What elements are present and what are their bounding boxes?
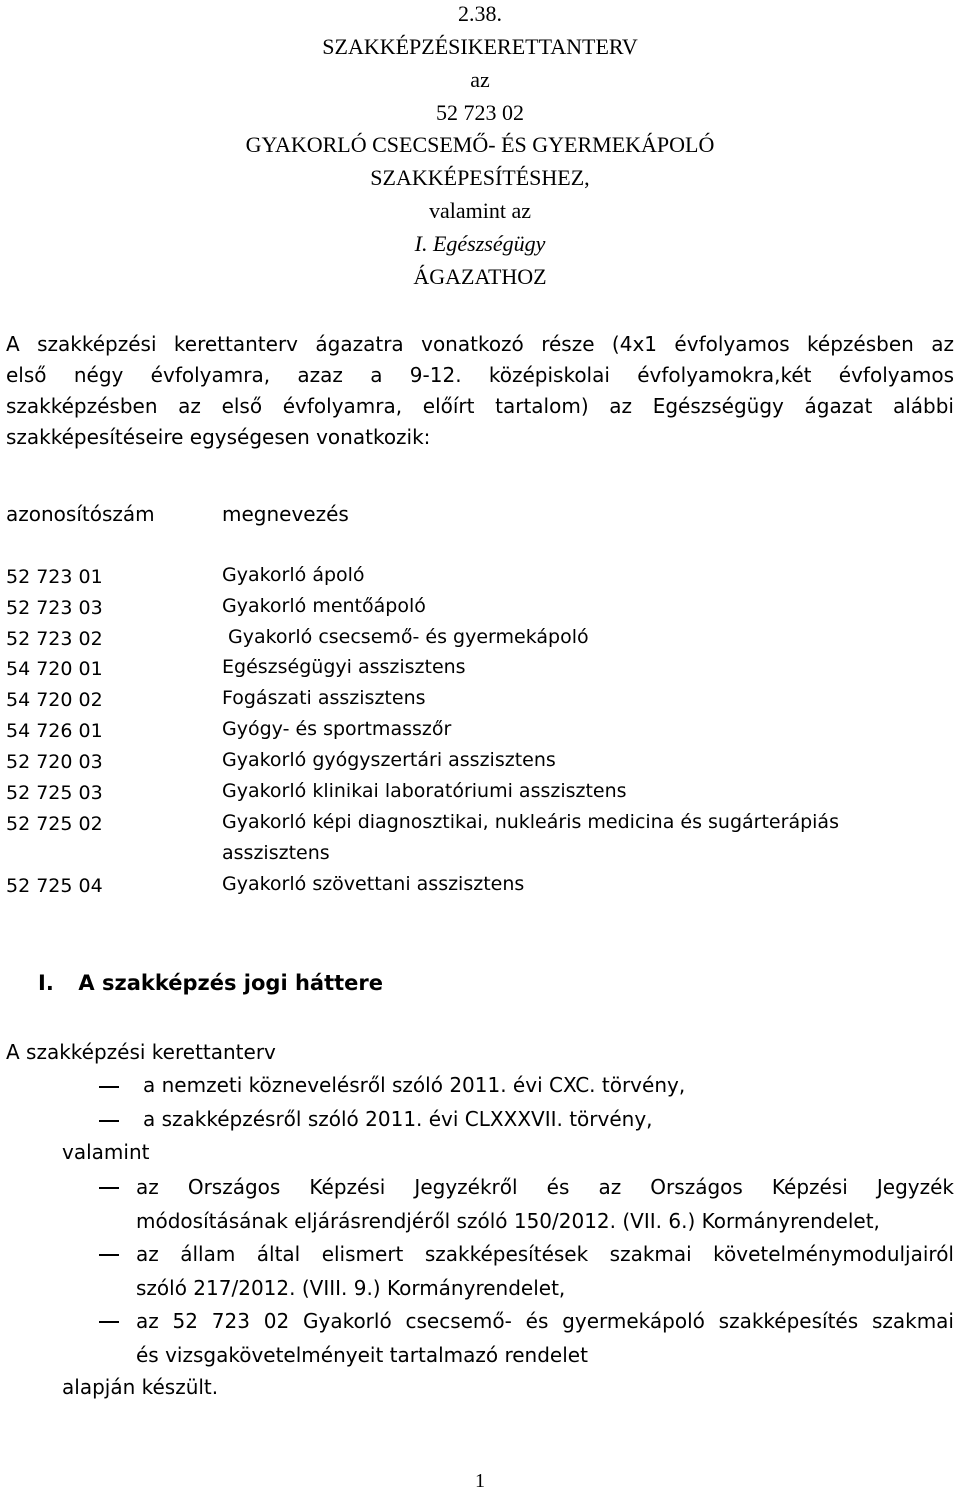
- row-code: 52 720 03: [6, 751, 103, 773]
- legal-closing: alapján készült.: [62, 1375, 219, 1399]
- document-title: SZAKKÉPZÉSIKERETTANTERV: [322, 34, 638, 59]
- legal-lead: A szakképzési kerettanterv: [6, 1040, 276, 1064]
- row-name: Gyakorló klinikai laboratóriumi asszisztens: [222, 780, 627, 802]
- bullet-dash: [99, 1120, 119, 1122]
- table-row: [6, 875, 946, 905]
- table-row: [6, 813, 946, 875]
- legal-bullet: a nemzeti köznevelésről szóló 2011. évi CXC. törvény,: [143, 1073, 686, 1097]
- title-and: valamint az: [428, 198, 531, 223]
- row-code: 52 723 02: [6, 628, 103, 650]
- intro-paragraph: [6, 329, 954, 453]
- row-code: 54 720 01: [6, 658, 103, 680]
- section-number: 2.38.: [458, 1, 502, 26]
- legal-bullet: [136, 1170, 954, 1238]
- row-name: Gyakorló csecsemő- és gyermekápoló: [228, 626, 589, 648]
- bullet-line: az állam által elismert szakképesítések szakmai követelménymoduljairól: [136, 1242, 954, 1266]
- row-name: Fogászati asszisztens: [222, 687, 426, 709]
- qualification-name: GYAKORLÓ CSECSEMŐ- ÉS GYERMEKÁPOLÓ: [245, 132, 715, 157]
- title-article: az: [470, 67, 490, 92]
- row-code: 52 723 03: [6, 597, 103, 619]
- bullet-line: és vizsgakövetelményeit tartalmazó rendelet: [136, 1343, 588, 1367]
- bullet-dash: [99, 1086, 119, 1088]
- row-code: 52 725 03: [6, 782, 103, 804]
- legal-bullet: a szakképzésről szóló 2011. évi CLXXXVII. törvény,: [143, 1107, 653, 1131]
- row-name: Gyakorló ápoló: [222, 564, 365, 586]
- title-suffix: SZAKKÉPESÍTÉSHEZ,: [370, 165, 590, 190]
- row-name: Gyakorló gyógyszertári asszisztens: [222, 749, 556, 771]
- bullet-dash: [99, 1187, 119, 1189]
- legal-and: valamint: [62, 1140, 150, 1164]
- legal-bullet: [136, 1304, 954, 1372]
- qualification-code: 52 723 02: [436, 100, 524, 125]
- section-heading-number: I.: [38, 971, 54, 995]
- bullet-line: szóló 217/2012. (VIII. 9.) Kormányrendelet,: [136, 1276, 566, 1300]
- column-header-name: megnevezés: [222, 502, 349, 526]
- row-code: 52 725 02: [6, 813, 103, 835]
- bullet-dash: [99, 1321, 119, 1323]
- intro-line: szakképesítéseire egységesen vonatkozik:: [6, 425, 431, 449]
- bullet-line: az Országos Képzési Jegyzékről és az Országos Képzési Jegyzék: [136, 1175, 954, 1199]
- bullet-line: módosításának eljárásrendjéről szóló 150/2012. (VII. 6.) Kormányrendelet,: [136, 1209, 880, 1233]
- intro-line: első négy évfolyamra, azaz a 9-12. középiskolai évfolyamokra,két évfolyamos: [6, 363, 954, 387]
- row-name: Gyakorló szövettani asszisztens: [222, 873, 525, 895]
- row-code: 54 720 02: [6, 689, 103, 711]
- intro-line: A szakképzési kerettanterv ágazatra vonatkozó része (4x1 évfolyamos képzésben az: [6, 332, 954, 356]
- row-name: Gyakorló képi diagnosztikai, nukleáris medicina és sugárterápiás asszisztens: [222, 811, 839, 864]
- section-heading-title: A szakképzés jogi háttere: [78, 971, 384, 995]
- row-name: Gyakorló mentőápoló: [222, 595, 426, 617]
- row-code: 52 725 04: [6, 875, 103, 897]
- legal-bullet: [136, 1237, 954, 1305]
- bullet-dash: [99, 1254, 119, 1256]
- sector-name: I. Egészségügy: [414, 231, 546, 256]
- page-number: 1: [475, 1470, 485, 1492]
- row-name: Gyógy- és sportmasszőr: [222, 718, 452, 740]
- bullet-line: az 52 723 02 Gyakorló csecsemő- és gyermekápoló szakképesítés szakmai: [136, 1309, 954, 1333]
- row-name: Egészségügyi asszisztens: [222, 656, 466, 678]
- column-header-code: azonosítószám: [6, 502, 155, 526]
- sector-suffix: ÁGAZATHOZ: [413, 264, 547, 289]
- row-code: 52 723 01: [6, 566, 103, 588]
- intro-line: szakképzésben az első évfolyamra, előírt tartalom) az Egészségügy ágazat alábbi: [6, 394, 954, 418]
- section-heading: [38, 971, 383, 995]
- row-code: 54 726 01: [6, 720, 103, 742]
